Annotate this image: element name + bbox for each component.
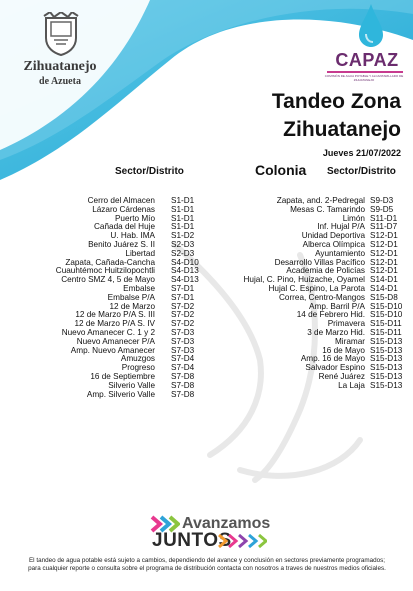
right-colonia-list [244,197,366,391]
sector-code: S15-D13 [370,354,403,364]
sector-code: S1-D1 [171,213,195,223]
slogan-bottom: JUNTOS [152,530,232,551]
colonia-name: U. Hab. IMA [110,231,155,241]
colonia-name: Hujal C. Espino, La Parota [268,283,365,293]
colonia-name: Alberca Olímpica [302,239,365,249]
colonia-name: Silverio Valle [108,380,155,390]
page-title [272,88,401,144]
colonia-name: Zapata, Cañada-Cancha [65,257,155,267]
sector-code: S15-D13 [370,336,403,346]
sector-code: S1-D1 [171,196,195,205]
colonia-name: 12 de Marzo P/A S. III [75,310,155,320]
colonia-name: Cerro del Almacen [87,196,155,205]
sector-code: S12-D1 [370,239,398,249]
sector-code: S12-D1 [370,257,398,267]
colonia-name: La Laja [338,380,365,390]
sector-code: S11-D1 [370,213,398,223]
colonia-name: Amp. Silverio Valle [86,389,155,399]
sector-code: S7-D8 [171,380,195,390]
colonia-name: Cañada del Huje [94,222,155,232]
colonia-name: René Juárez [318,371,365,381]
sector-code: S15-D10 [370,310,403,320]
sector-code: S15-D13 [370,345,403,355]
colonia-name: Unidad Deportiva [301,231,365,241]
municipality-subtitle: de Azueta [39,76,81,87]
colonia-name: Limón [342,213,365,223]
sector-code: S7-D2 [171,301,195,311]
disclaimer-text: El tandeo de agua potable está sujeto a cambios, dependiendo del avance y conclusión en sectores previamente programados; para cualquier reporte o consulta sobre el programa de distribución contacta con nosotros a traves de nuestros medios oficiales. [28,557,386,572]
colonia-name: Nuevo Amanecer C. 1 y 2 [61,327,155,337]
sector-code: S14-D1 [370,275,398,285]
sector-code: S1-D1 [171,204,195,214]
colonia-name: 16 de Mayo [322,345,365,355]
sector-code: S12-D1 [370,248,398,258]
sector-code: S7-D1 [171,292,195,302]
schedule-date: Jueves 21/07/2022 [322,148,401,158]
left-colonia-list [56,197,155,399]
colonia-name: Amp. Nuevo Amanecer [70,345,155,355]
sector-code: S1-D2 [171,231,195,241]
colonia-name: 12 de Marzo [109,301,155,311]
colonia-name: Embalse P/A [107,292,155,302]
colonia-name: Zapata, and. 2-Pedregal [276,196,365,205]
colonia-name: Libertad [125,248,155,258]
sector-code: S7-D8 [171,371,195,381]
sector-code: S9-D5 [370,204,394,214]
water-drop-icon [358,4,384,48]
colonia-name: Miramar [334,336,365,346]
brand-logo: CAPAZ [335,50,399,70]
colonia-name: Amp. 16 de Mayo [300,354,365,364]
sector-code: S15-D13 [370,363,403,373]
colonia-name: Desarrollo Villas Pacífico [274,257,365,267]
title-line-2: Zihuatanejo [283,118,401,141]
colonia-name: 14 de Febrero Hid. [296,310,365,320]
sector-code: S14-D1 [370,283,398,293]
colonia-name: 12 de Marzo P/A S. IV [74,319,155,329]
colonia-name: Puerto Mío [114,213,155,223]
colonia-name: Amuzgos [120,354,155,364]
sector-code: S15-D10 [370,301,403,311]
sector-code: S9-D3 [370,196,394,205]
sector-code: S11-D7 [370,222,398,232]
sector-code: S15-D11 [370,319,402,329]
colonia-name: Amp. Barril P/A [309,301,365,311]
colonia-name: Mesas C. Tamarindo [290,204,365,214]
colonia-name: 3 de Marzo Hid. [307,327,365,337]
colonia-name: Nuevo Amanecer P/A [76,336,155,346]
sector-code: S4-D10 [171,257,199,267]
slogan-top: Avanzamos [182,515,271,532]
colonia-name: Benito Juárez S. II [88,239,155,249]
colonia-name: Lázaro Cárdenas [92,204,155,214]
sector-code: S7-D3 [171,336,195,346]
brand-divider [327,71,403,73]
municipality-crest-icon [42,12,80,56]
colonia-name: 16 de Septiembre [90,371,155,381]
colonia-name: Centro SMZ 4, 5 de Mayo [61,275,155,285]
column-header-sector-right: Sector/Distrito [327,166,396,177]
brand-tagline: COMISIÓN DE AGUA POTABLE Y ALCANTARILLADO DE ZIHUATANEJO [324,74,404,82]
sector-code: S1-D1 [171,222,195,232]
sector-code: S7-D1 [171,283,195,293]
sector-code: S7-D3 [171,345,195,355]
municipality-name: Zihuatanejo [23,59,97,74]
colonia-name: Progreso [121,363,155,373]
sector-code: S15-D13 [370,380,403,390]
colonia-name: Primavera [327,319,365,329]
colonia-name: Ayuntamiento [315,248,365,258]
sector-code: S12-D1 [370,231,398,241]
sector-code: S2-D3 [171,239,195,249]
sector-code: S4-D13 [171,275,199,285]
sector-code: S7-D2 [171,319,195,329]
colonia-name: Embalse [123,283,155,293]
sector-code: S15-D8 [370,292,398,302]
colonia-name: Cuauhtémoc Huitzilopochtli [55,266,155,276]
column-header-sector-left: Sector/Distrito [115,166,184,177]
slogan-chevrons-icon [217,533,267,549]
sector-code: S4-D13 [171,266,199,276]
column-header-colonia: Colonia [255,162,307,178]
left-sector-list [171,197,199,399]
sector-code: S15-D11 [370,327,402,337]
colonia-name: Salvador Espino [305,363,365,373]
sector-code: S15-D13 [370,371,403,381]
sector-code: S7-D4 [171,363,195,373]
sector-code: S7-D8 [171,389,195,399]
sector-code: S7-D4 [171,354,195,364]
colonia-name: Academia de Policías [286,266,365,276]
sector-code: S12-D1 [370,266,398,276]
colonia-name: Correa, Centro-Mangos [278,292,365,302]
colonia-name: Hujal, C. Pino, Huizache, Oyamel [243,275,365,285]
title-line-1: Tandeo Zona [271,90,401,113]
colonia-name: Inf. Hujal P/A [317,222,365,232]
sector-code: S7-D2 [171,310,195,320]
right-sector-list [370,197,402,391]
sector-code: S7-D3 [171,327,195,337]
sector-code: S2-D3 [171,248,195,258]
